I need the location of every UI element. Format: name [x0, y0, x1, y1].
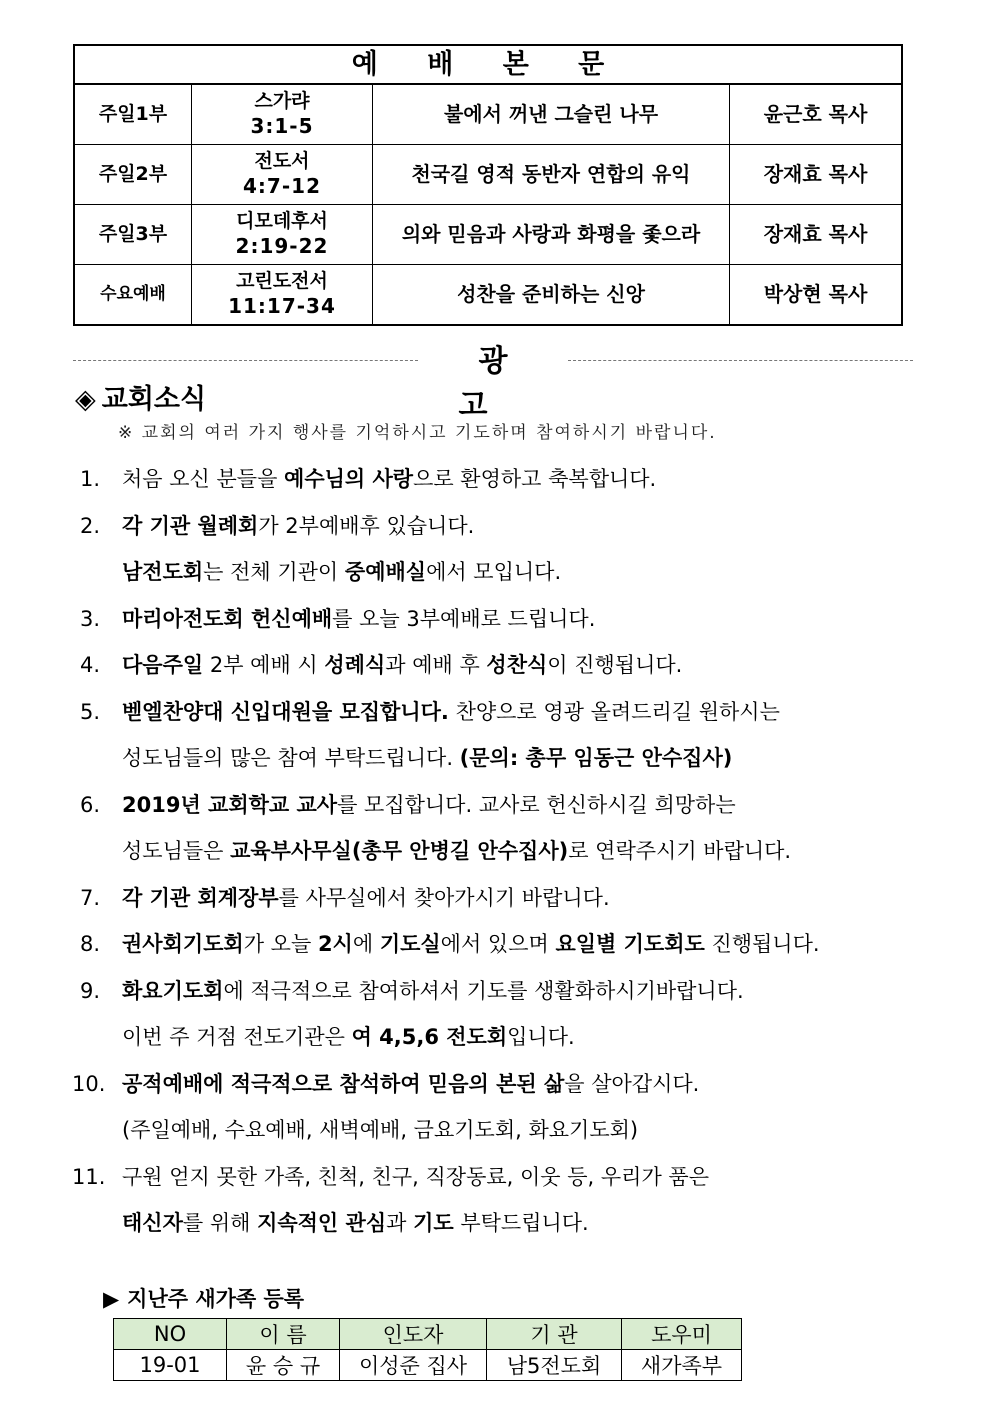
notice-text: [122, 782, 736, 829]
triangle-right-icon: ▶: [103, 1287, 120, 1311]
notice-text-bold: 여 4,5,6 전도회: [351, 1025, 508, 1049]
notice-number: 8.: [80, 932, 101, 956]
sermon-title: 의와 믿음과 사랑과 화평을 좇으라: [373, 205, 730, 265]
notice-text: [122, 549, 561, 596]
column-header: 기 관: [487, 1319, 622, 1350]
notice-text: [122, 921, 820, 968]
notice-text-bold: 2시: [317, 932, 353, 956]
notice-text-bold: 성례식: [324, 653, 386, 677]
notice-text-part: 이 진행됩니다.: [547, 653, 683, 677]
notice-text-part: 을 살아갑시다.: [564, 1071, 700, 1096]
notice-text: [122, 1107, 638, 1154]
worship-row: [74, 145, 902, 205]
notice-text-bold: 공적예배에 적극적으로 참석하여 믿음의 본된 삶: [122, 1071, 565, 1096]
notice-text-bold: 각 기관 회계장부: [122, 885, 279, 910]
service-name: 주일1부: [74, 84, 192, 145]
notice-text-bold: 교육부사무실(총무 안병길 안수집사): [230, 839, 569, 863]
notice-text-part: 가 2부예배후 있습니다.: [258, 513, 475, 538]
pastor-name: 장재효 목사: [730, 145, 903, 205]
notice-item: [0, 1014, 992, 1061]
notice-text-part: 이번 주 거점 전도기관은: [122, 1025, 352, 1049]
notice-text-part: 가 오늘: [243, 932, 318, 956]
notice-text: [122, 689, 780, 736]
divider-line-right: [568, 360, 913, 361]
section-heading: [75, 377, 206, 416]
notice-text-bold: 권사회기도회: [122, 932, 244, 956]
notice-text-part: 구원 얻지 못한 가족, 친척, 친구, 직장동료, 이웃 등, 우리가 품은: [122, 1164, 709, 1189]
notice-text-part: 과 예배 후: [385, 653, 487, 677]
notice-text-part: 진행됩니다.: [704, 932, 820, 956]
divider-line-left: [73, 360, 418, 361]
notice-text-part: (주일예배, 수요예배, 새벽예배, 금요기도회, 화요기도회): [122, 1118, 639, 1142]
notice-text: [122, 596, 595, 643]
pastor-name: 윤근호 목사: [730, 84, 903, 145]
notice-text-bold: 벧엘찬양대 신입대원을 모집합니다.: [122, 699, 449, 724]
notice-text-part: 에서 모입니다.: [426, 560, 562, 584]
notice-text: [122, 1061, 699, 1108]
notice-text-part: 를 오늘 3부예배로 드립니다.: [332, 606, 596, 631]
notice-number: 4.: [80, 653, 101, 677]
scripture-book: 스가랴: [254, 90, 310, 113]
notice-text-part: 과: [386, 1211, 414, 1235]
notice-item: [0, 456, 992, 503]
notice-item: [0, 596, 992, 643]
notice-text-part: 으로 환영하고 축복합니다.: [413, 467, 657, 491]
notice-text-bold: 다음주일: [122, 653, 204, 677]
column-header: 인도자: [340, 1319, 487, 1350]
notice-text-part: 로 연락주시기 바랍니다.: [568, 839, 792, 863]
notice-text-part: 처음 오신 분들을: [122, 467, 285, 491]
table-cell: 남5전도회: [487, 1350, 622, 1381]
notice-text-bold: 예수님의 사랑: [284, 467, 414, 491]
notice-text-part: 를 모집합니다. 교사로 헌신하시길 희망하는: [337, 792, 736, 817]
notice-item: [0, 1200, 992, 1247]
worship-table-title: 예 배 본 문: [74, 45, 902, 84]
scripture-verse: 11:17-34: [228, 293, 336, 318]
notice-text-part: 는 전체 기관이: [203, 560, 345, 584]
scripture-ref: [192, 265, 373, 326]
notice-text-part: 를 위해: [182, 1211, 258, 1235]
column-header: 도우미: [622, 1319, 742, 1350]
notice-number: 9.: [80, 978, 101, 1003]
notice-text-bold: 지속적인 관심: [257, 1211, 387, 1235]
notice-list: [0, 456, 992, 1247]
notice-text: [122, 875, 610, 922]
service-name: 주일3부: [74, 205, 192, 265]
worship-row: [74, 205, 902, 265]
notice-text: [122, 968, 744, 1015]
notice-text-part: 입니다.: [507, 1025, 575, 1049]
notice-text-bold: 기도: [413, 1211, 454, 1235]
notice-text-bold: 기도실: [379, 932, 441, 956]
scripture-verse: 4:7-12: [243, 173, 321, 198]
notice-item: [0, 503, 992, 550]
table-cell: 윤 승 규: [227, 1350, 340, 1381]
notice-text: [122, 503, 474, 550]
notice-text-bold: 남전도회: [122, 560, 204, 584]
scripture-book: 전도서: [254, 150, 310, 173]
notice-number: 1.: [80, 467, 101, 491]
column-header: NO: [114, 1319, 227, 1350]
notice-number: 2.: [80, 513, 101, 538]
notice-number: 11.: [72, 1164, 106, 1189]
scripture-verse: 3:1-5: [250, 113, 314, 138]
worship-row: [74, 265, 902, 326]
notice-text-bold: 성찬식: [486, 653, 548, 677]
notice-text: [122, 1014, 575, 1061]
notice-item: [0, 782, 992, 829]
notice-text-part: 에: [352, 932, 380, 956]
service-name: 주일2부: [74, 145, 192, 205]
table-header-row: [114, 1319, 742, 1350]
notice-text-bold: 태신자: [122, 1211, 183, 1235]
notice-text-bold: 요일별 기도회도: [555, 932, 705, 956]
notice-item: [0, 1107, 992, 1154]
notice-text: [122, 1200, 589, 1247]
notice-text-part: 부탁드립니다.: [453, 1211, 589, 1235]
notice-text-bold: (문의: 총무 임동근 안수집사): [459, 746, 733, 770]
notice-number: 7.: [80, 885, 101, 910]
notice-item: [0, 689, 992, 736]
notice-item: [0, 1061, 992, 1108]
table-row: [114, 1350, 742, 1381]
notice-item: [0, 642, 992, 689]
diamond-icon: ◈: [75, 384, 96, 415]
new-family-heading-text: 지난주 새가족 등록: [127, 1287, 305, 1311]
notice-number: 6.: [80, 792, 101, 817]
notice-item: [0, 1154, 992, 1201]
notice-text-part: 찬양으로 영광 올려드리길 원하시는: [448, 699, 780, 724]
notice-item: [0, 968, 992, 1015]
table-cell: 19-01: [114, 1350, 227, 1381]
scripture-book: 고린도전서: [236, 270, 328, 293]
notice-item: [0, 549, 992, 596]
notice-number: 5.: [80, 699, 101, 724]
pastor-name: 장재효 목사: [730, 205, 903, 265]
ads-title: 광고: [458, 344, 548, 423]
notice-item: [0, 875, 992, 922]
column-header: 이 름: [227, 1319, 340, 1350]
scripture-book: 디모데후서: [236, 210, 328, 233]
table-cell: 이성준 집사: [340, 1350, 487, 1381]
service-name: 수요예배: [74, 265, 192, 326]
sermon-title: 불에서 꺼낸 그슬린 나무: [373, 84, 730, 145]
new-family-table: [113, 1318, 742, 1381]
sermon-title: 천국길 영적 동반자 연합의 유익: [373, 145, 730, 205]
notice-text-part: 에 적극적으로 참여하셔서 기도를 생활화하시기바랍니다.: [223, 978, 744, 1003]
notice-item: [0, 735, 992, 782]
notice-text-part: 를 사무실에서 찾아가시기 바랍니다.: [278, 885, 610, 910]
scripture-ref: [192, 205, 373, 265]
notice-item: [0, 828, 992, 875]
sermon-title: 성찬을 준비하는 신앙: [373, 265, 730, 326]
section-title: 교회소식: [101, 384, 207, 415]
new-family-heading: [103, 1283, 304, 1313]
notice-text: [122, 735, 732, 782]
notice-text: [122, 1154, 709, 1201]
worship-row: [74, 84, 902, 145]
notice-text-bold: 각 기관 월례회: [122, 513, 259, 538]
notice-text-part: 2부 예배 시: [203, 653, 325, 677]
notice-text-bold: 중예배실: [344, 560, 427, 584]
scripture-verse: 2:19-22: [235, 233, 329, 258]
scripture-ref: [192, 84, 373, 145]
notice-text-part: 성도님들은: [122, 839, 231, 863]
notice-text: [122, 456, 656, 503]
section-note: ※ 교회의 여러 가지 행사를 기억하시고 기도하며 참여하시기 바랍니다.: [118, 423, 717, 443]
notice-text-part: 성도님들의 많은 참여 부탁드립니다.: [122, 746, 460, 770]
table-cell: 새가족부: [622, 1350, 742, 1381]
notice-text-bold: 화요기도회: [122, 978, 224, 1003]
notice-text: [122, 828, 791, 875]
notice-number: 10.: [72, 1071, 106, 1096]
notice-text-bold: 2019년 교회학교 교사: [122, 792, 338, 817]
notice-number: 3.: [80, 606, 101, 631]
pastor-name: 박상현 목사: [730, 265, 903, 326]
worship-table: [73, 44, 903, 326]
notice-item: [0, 921, 992, 968]
notice-text-part: 에서 있으며: [440, 932, 556, 956]
scripture-ref: [192, 145, 373, 205]
notice-text-bold: 마리아전도회 헌신예배: [122, 606, 333, 631]
notice-text: [122, 642, 682, 689]
